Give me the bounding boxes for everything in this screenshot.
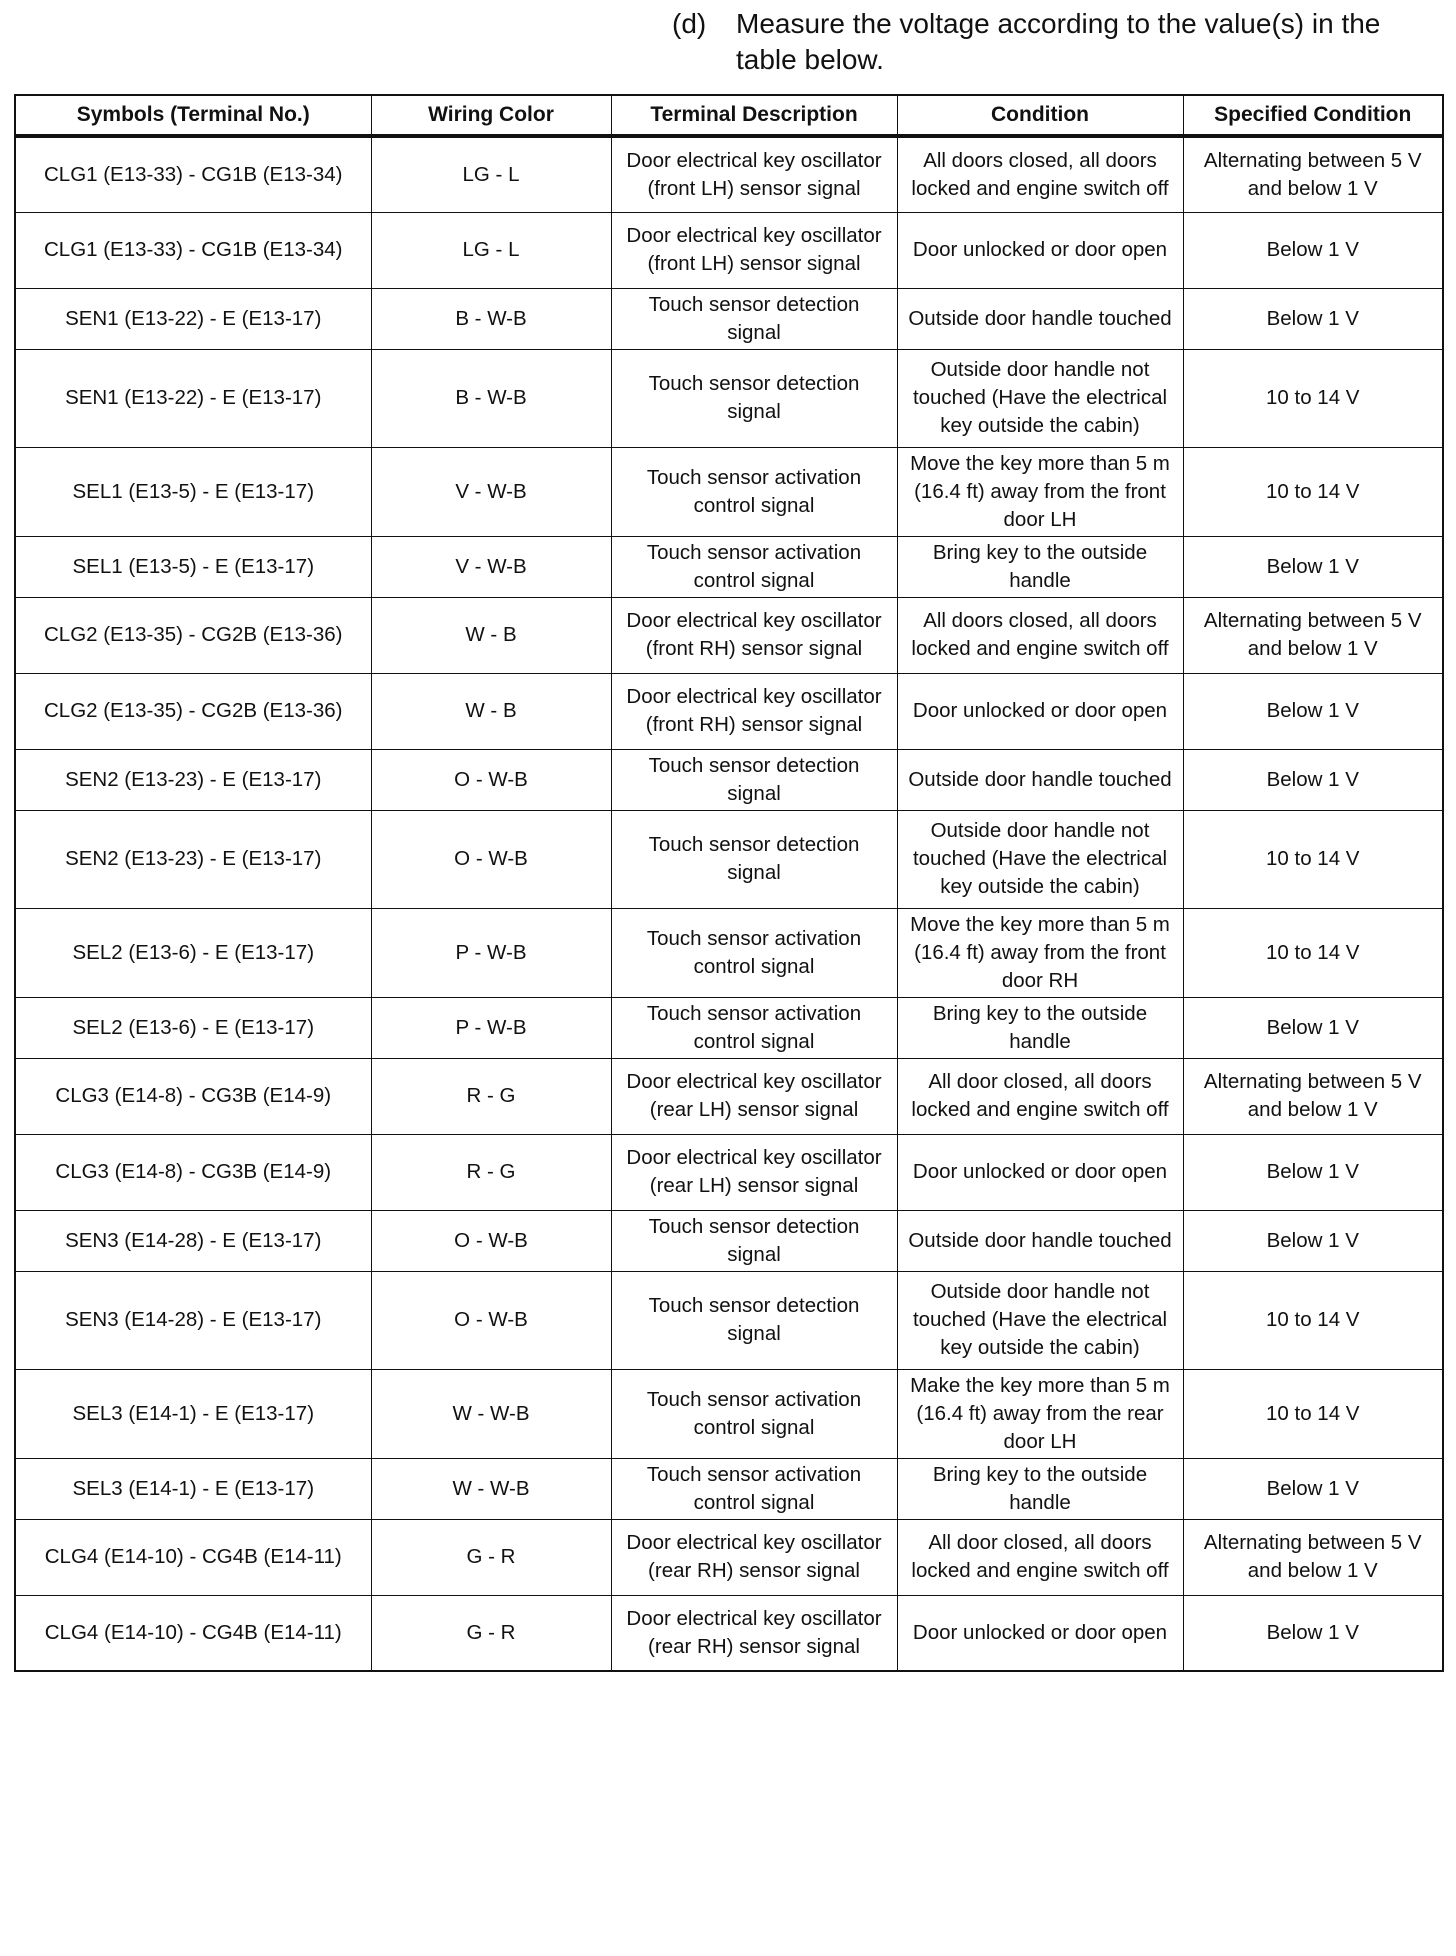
table-row: [15, 136, 1443, 212]
condition-cell: Make the key more than 5 m (16.4 ft) away from the rear door LH: [897, 1369, 1183, 1458]
condition-cell: Bring key to the outside handle: [897, 1458, 1183, 1519]
condition-cell: All door closed, all doors locked and engine switch off: [897, 1058, 1183, 1134]
wiring-color-cell: W - B: [371, 597, 611, 673]
terminal-symbols-cell: SEN2 (E13-23) - E (E13-17): [15, 749, 371, 810]
specified-condition-cell: Alternating between 5 V and below 1 V: [1183, 1058, 1443, 1134]
specified-condition-cell: Below 1 V: [1183, 673, 1443, 749]
specified-condition-cell: Alternating between 5 V and below 1 V: [1183, 597, 1443, 673]
table-body: [15, 136, 1443, 1671]
condition-cell: Outside door handle touched: [897, 1210, 1183, 1271]
table-row: [15, 447, 1443, 536]
specified-condition-cell: Below 1 V: [1183, 1134, 1443, 1210]
terminal-description-cell: Touch sensor detection signal: [611, 810, 897, 908]
terminal-symbols-cell: SEN2 (E13-23) - E (E13-17): [15, 810, 371, 908]
terminal-description-cell: Door electrical key oscillator (front LH) sensor signal: [611, 136, 897, 212]
wiring-color-cell: LG - L: [371, 212, 611, 288]
terminal-description-cell: Touch sensor detection signal: [611, 749, 897, 810]
table-row: [15, 1271, 1443, 1369]
specified-condition-cell: Below 1 V: [1183, 288, 1443, 349]
instruction-step: [672, 6, 1442, 78]
terminal-symbols-cell: CLG3 (E14-8) - CG3B (E14-9): [15, 1134, 371, 1210]
specified-condition-cell: 10 to 14 V: [1183, 908, 1443, 997]
wiring-color-cell: O - W-B: [371, 1210, 611, 1271]
table-row: [15, 1058, 1443, 1134]
table-row: [15, 1134, 1443, 1210]
terminal-symbols-cell: SEL3 (E14-1) - E (E13-17): [15, 1458, 371, 1519]
table-row: [15, 810, 1443, 908]
specified-condition-cell: Below 1 V: [1183, 997, 1443, 1058]
specified-condition-cell: Below 1 V: [1183, 1595, 1443, 1671]
terminal-description-cell: Touch sensor detection signal: [611, 1210, 897, 1271]
table-row: [15, 1519, 1443, 1595]
wiring-color-cell: V - W-B: [371, 447, 611, 536]
condition-cell: Move the key more than 5 m (16.4 ft) away from the front door LH: [897, 447, 1183, 536]
wiring-color-cell: G - R: [371, 1595, 611, 1671]
terminal-symbols-cell: CLG2 (E13-35) - CG2B (E13-36): [15, 673, 371, 749]
condition-cell: All door closed, all doors locked and engine switch off: [897, 1519, 1183, 1595]
wiring-color-cell: R - G: [371, 1058, 611, 1134]
terminal-symbols-cell: SEL1 (E13-5) - E (E13-17): [15, 536, 371, 597]
terminal-description-cell: Touch sensor detection signal: [611, 288, 897, 349]
table-row: [15, 1595, 1443, 1671]
specified-condition-header: Specified Condition: [1183, 95, 1443, 136]
terminal-symbols-cell: SEN1 (E13-22) - E (E13-17): [15, 288, 371, 349]
wiring-color-cell: R - G: [371, 1134, 611, 1210]
wiring-color-header: Wiring Color: [371, 95, 611, 136]
terminal-description-cell: Touch sensor activation control signal: [611, 1458, 897, 1519]
table-row: [15, 349, 1443, 447]
terminal-description-cell: Touch sensor activation control signal: [611, 997, 897, 1058]
wiring-color-cell: W - W-B: [371, 1369, 611, 1458]
condition-cell: Outside door handle touched: [897, 288, 1183, 349]
terminal-description-cell: Touch sensor activation control signal: [611, 536, 897, 597]
wiring-color-cell: W - B: [371, 673, 611, 749]
condition-cell: Outside door handle not touched (Have the electrical key outside the cabin): [897, 349, 1183, 447]
specified-condition-cell: 10 to 14 V: [1183, 1271, 1443, 1369]
terminal-symbols-cell: CLG1 (E13-33) - CG1B (E13-34): [15, 212, 371, 288]
terminal-description-cell: Door electrical key oscillator (front RH) sensor signal: [611, 673, 897, 749]
condition-cell: All doors closed, all doors locked and engine switch off: [897, 597, 1183, 673]
terminal-description-cell: Door electrical key oscillator (front RH) sensor signal: [611, 597, 897, 673]
specified-condition-cell: Below 1 V: [1183, 749, 1443, 810]
table-row: [15, 1369, 1443, 1458]
condition-cell: Outside door handle not touched (Have the electrical key outside the cabin): [897, 1271, 1183, 1369]
specified-condition-cell: Alternating between 5 V and below 1 V: [1183, 136, 1443, 212]
table-row: [15, 908, 1443, 997]
terminal-description-cell: Door electrical key oscillator (rear LH) sensor signal: [611, 1058, 897, 1134]
step-text: Measure the voltage according to the value(s) in the table below.: [736, 8, 1381, 75]
terminal-symbols-cell: SEL2 (E13-6) - E (E13-17): [15, 908, 371, 997]
condition-cell: Door unlocked or door open: [897, 1134, 1183, 1210]
condition-cell: All doors closed, all doors locked and engine switch off: [897, 136, 1183, 212]
terminal-symbols-cell: SEN3 (E14-28) - E (E13-17): [15, 1271, 371, 1369]
wiring-color-cell: P - W-B: [371, 908, 611, 997]
terminal-description-cell: Door electrical key oscillator (rear RH) sensor signal: [611, 1595, 897, 1671]
wiring-color-cell: B - W-B: [371, 288, 611, 349]
wiring-color-cell: LG - L: [371, 136, 611, 212]
terminal-symbols-cell: CLG3 (E14-8) - CG3B (E14-9): [15, 1058, 371, 1134]
condition-cell: Door unlocked or door open: [897, 1595, 1183, 1671]
table-row: [15, 536, 1443, 597]
wiring-color-cell: B - W-B: [371, 349, 611, 447]
terminal-symbols-cell: SEL1 (E13-5) - E (E13-17): [15, 447, 371, 536]
terminal-symbols-cell: CLG1 (E13-33) - CG1B (E13-34): [15, 136, 371, 212]
wiring-color-cell: O - W-B: [371, 1271, 611, 1369]
condition-cell: Door unlocked or door open: [897, 673, 1183, 749]
condition-cell: Move the key more than 5 m (16.4 ft) away from the front door RH: [897, 908, 1183, 997]
specified-condition-cell: 10 to 14 V: [1183, 447, 1443, 536]
condition-cell: Bring key to the outside handle: [897, 997, 1183, 1058]
table-row: [15, 288, 1443, 349]
condition-cell: Outside door handle not touched (Have the electrical key outside the cabin): [897, 810, 1183, 908]
table-row: [15, 749, 1443, 810]
terminal-description-cell: Door electrical key oscillator (rear LH) sensor signal: [611, 1134, 897, 1210]
table-row: [15, 1458, 1443, 1519]
wiring-color-cell: O - W-B: [371, 749, 611, 810]
terminal-symbols-cell: SEN1 (E13-22) - E (E13-17): [15, 349, 371, 447]
terminal-description-header: Terminal Description: [611, 95, 897, 136]
terminal-symbols-cell: SEN3 (E14-28) - E (E13-17): [15, 1210, 371, 1271]
voltage-spec-table: [14, 94, 1444, 1672]
condition-cell: Door unlocked or door open: [897, 212, 1183, 288]
specified-condition-cell: 10 to 14 V: [1183, 349, 1443, 447]
terminal-description-cell: Touch sensor detection signal: [611, 1271, 897, 1369]
step-marker: (d): [672, 8, 707, 39]
wiring-color-cell: O - W-B: [371, 810, 611, 908]
specified-condition-cell: 10 to 14 V: [1183, 1369, 1443, 1458]
condition-cell: Outside door handle touched: [897, 749, 1183, 810]
terminal-description-cell: Touch sensor activation control signal: [611, 1369, 897, 1458]
table-row: [15, 597, 1443, 673]
table-row: [15, 212, 1443, 288]
table-row: [15, 997, 1443, 1058]
wiring-color-cell: P - W-B: [371, 997, 611, 1058]
terminal-description-cell: Door electrical key oscillator (rear RH) sensor signal: [611, 1519, 897, 1595]
condition-header: Condition: [897, 95, 1183, 136]
specified-condition-cell: 10 to 14 V: [1183, 810, 1443, 908]
specified-condition-cell: Below 1 V: [1183, 1210, 1443, 1271]
terminal-description-cell: Touch sensor activation control signal: [611, 447, 897, 536]
wiring-color-cell: V - W-B: [371, 536, 611, 597]
table-row: [15, 1210, 1443, 1271]
table-row: [15, 673, 1443, 749]
terminal-symbols-cell: CLG2 (E13-35) - CG2B (E13-36): [15, 597, 371, 673]
specified-condition-cell: Below 1 V: [1183, 536, 1443, 597]
symbols-header: Symbols (Terminal No.): [15, 95, 371, 136]
terminal-symbols-cell: CLG4 (E14-10) - CG4B (E14-11): [15, 1519, 371, 1595]
wiring-color-cell: W - W-B: [371, 1458, 611, 1519]
table-header-row: [15, 95, 1443, 136]
terminal-description-cell: Touch sensor detection signal: [611, 349, 897, 447]
specified-condition-cell: Below 1 V: [1183, 1458, 1443, 1519]
condition-cell: Bring key to the outside handle: [897, 536, 1183, 597]
specified-condition-cell: Below 1 V: [1183, 212, 1443, 288]
terminal-symbols-cell: SEL2 (E13-6) - E (E13-17): [15, 997, 371, 1058]
wiring-color-cell: G - R: [371, 1519, 611, 1595]
terminal-symbols-cell: CLG4 (E14-10) - CG4B (E14-11): [15, 1595, 371, 1671]
specified-condition-cell: Alternating between 5 V and below 1 V: [1183, 1519, 1443, 1595]
terminal-description-cell: Touch sensor activation control signal: [611, 908, 897, 997]
terminal-description-cell: Door electrical key oscillator (front LH) sensor signal: [611, 212, 897, 288]
terminal-symbols-cell: SEL3 (E14-1) - E (E13-17): [15, 1369, 371, 1458]
